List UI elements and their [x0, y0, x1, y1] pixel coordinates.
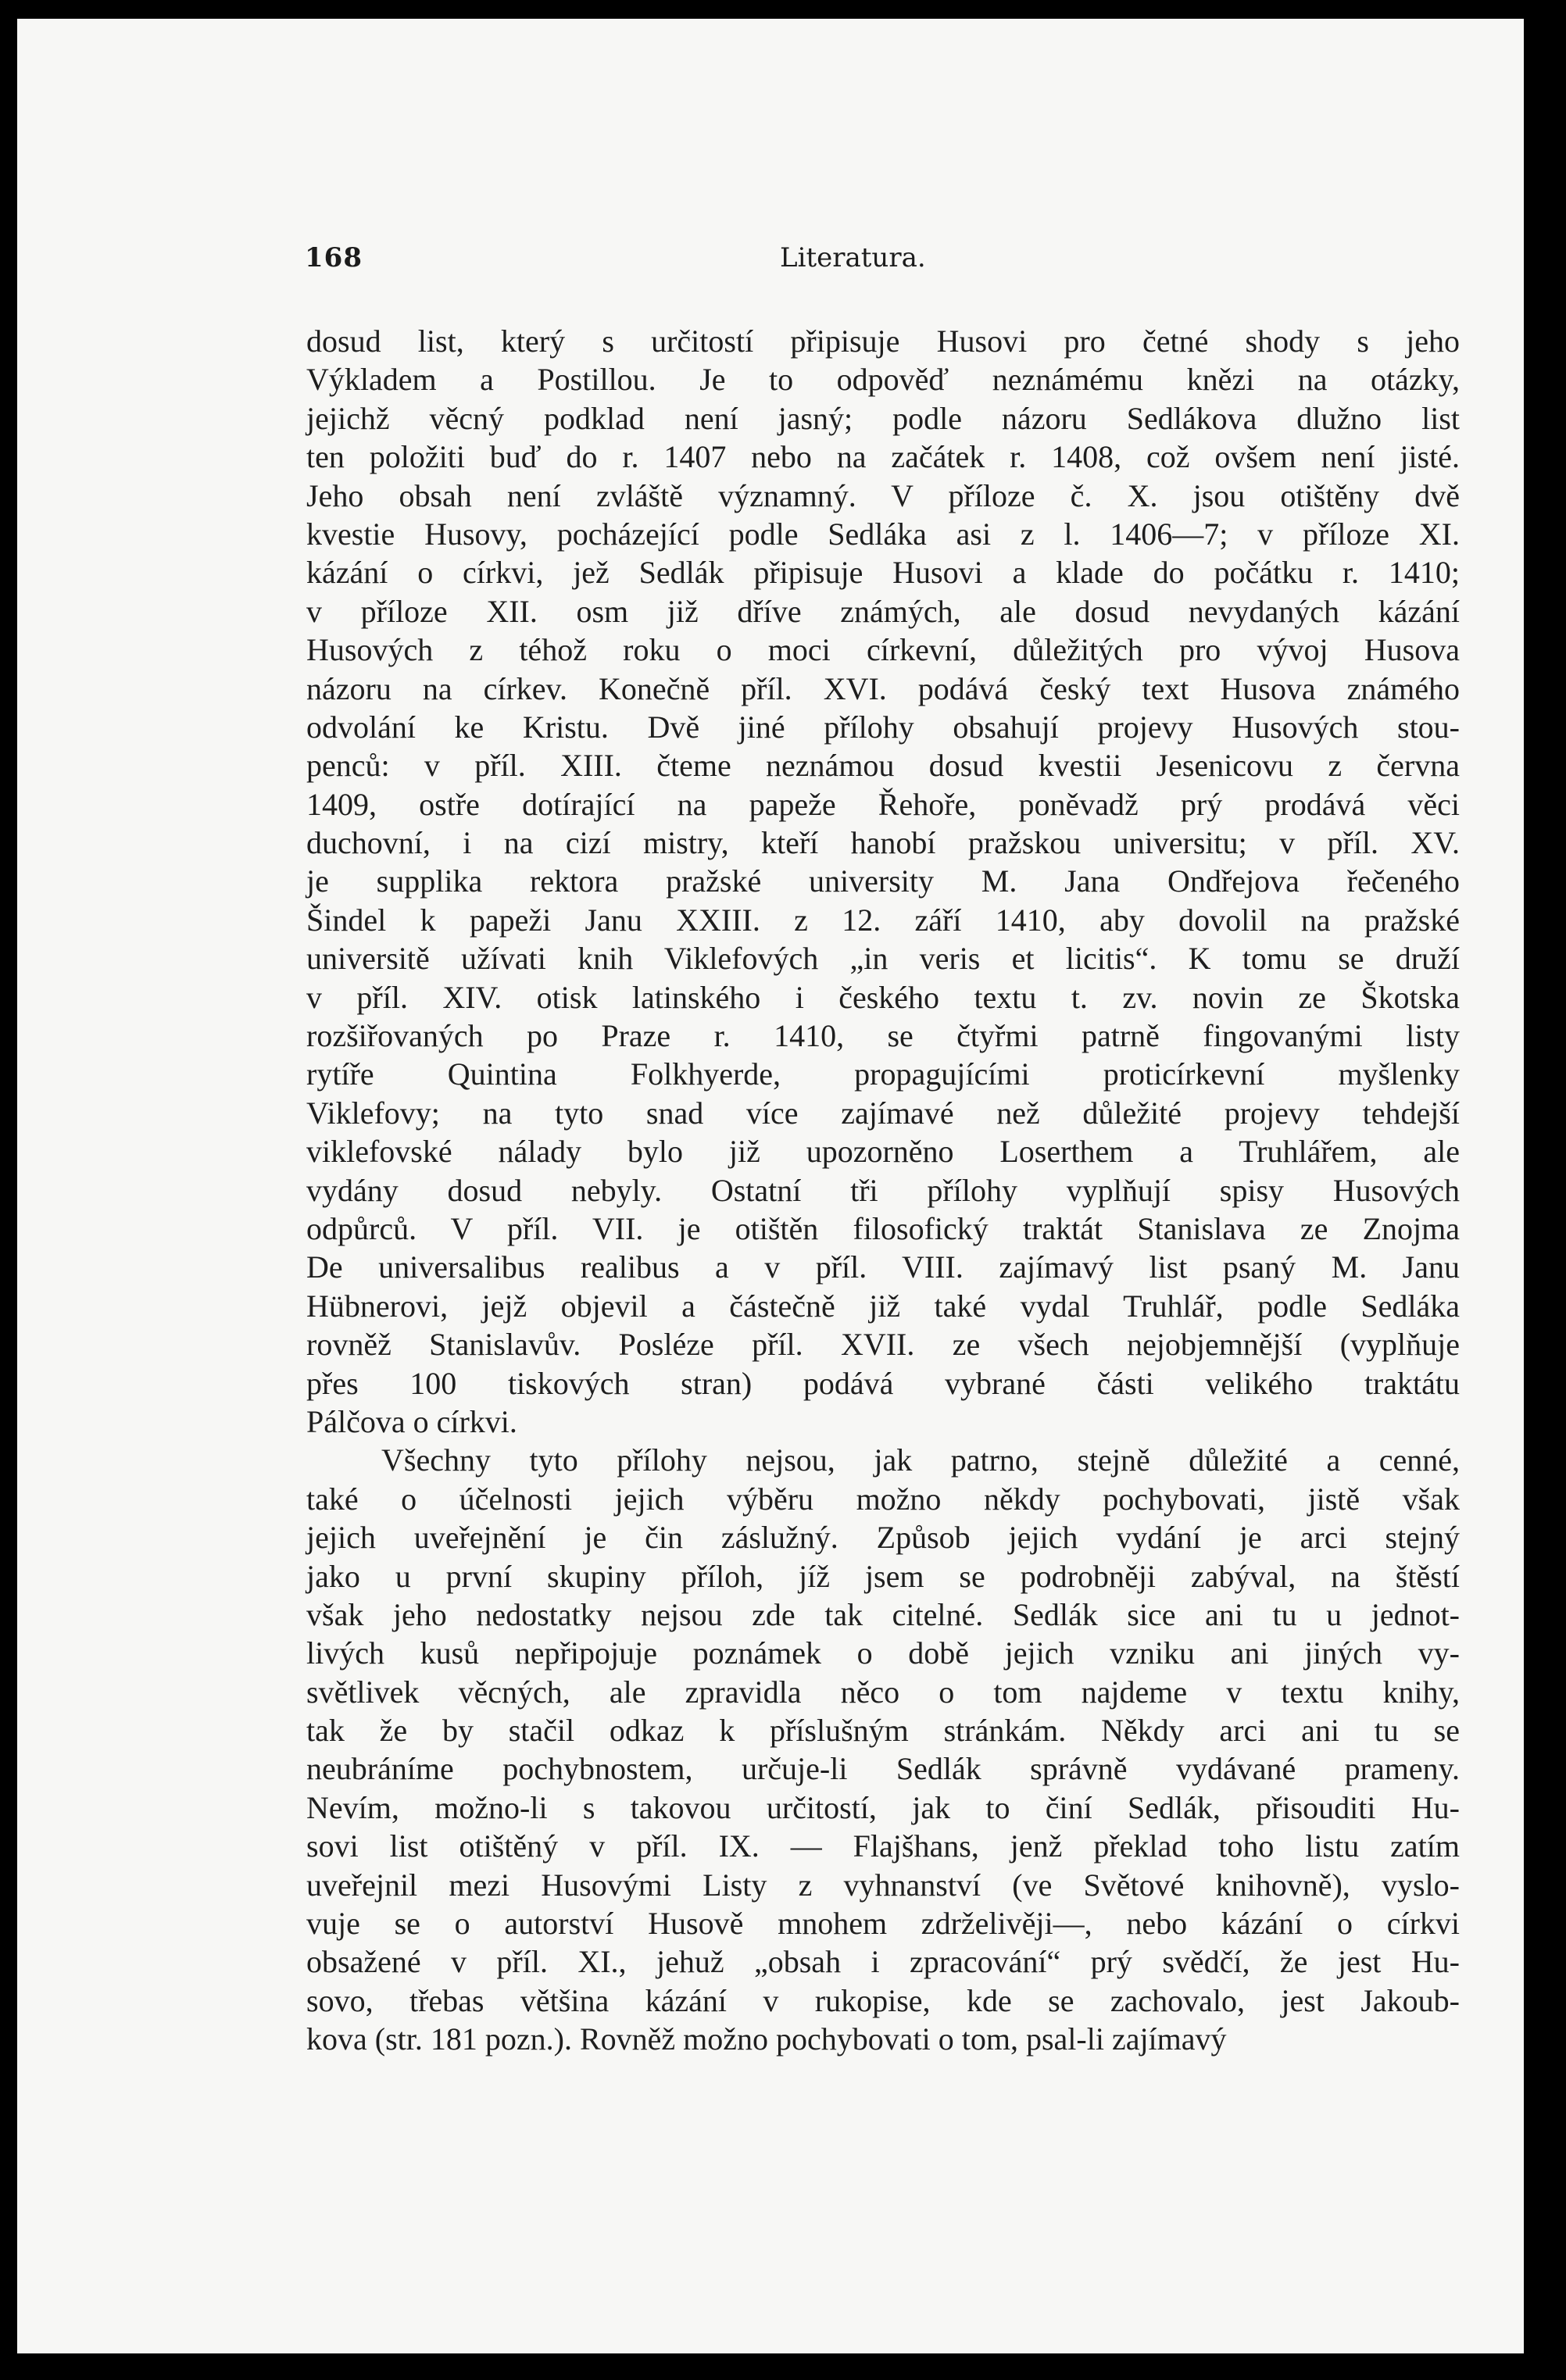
text-line: jejich uveřejnění je čin záslužný. Způsob jejich vydání je arci stejný: [306, 1520, 1460, 1556]
paragraph: [306, 1441, 1460, 2058]
page-number: 168: [305, 242, 363, 273]
text-line: vydány dosud nebyly. Ostatní tři přílohy vyplňují spisy Husových: [306, 1172, 1460, 1208]
text-line: Pálčova o církvi.: [306, 1403, 517, 1439]
page-header: [305, 242, 1458, 289]
text-line: v příloze XII. osm již dříve známých, ale dosud nevydaných kázání: [306, 593, 1460, 629]
text-line: ten položiti buď do r. 1407 nebo na začátek r. 1408, což ovšem není jisté.: [306, 439, 1460, 475]
text-line: Všechny tyto přílohy nejsou, jak patrno, stejně důležité a cenné,: [381, 1442, 1460, 1478]
text-line: viklefovské nálady bylo již upozorněno Loserthem a Truhlářem, ale: [306, 1134, 1460, 1170]
text-line: kázání o církvi, jež Sedlák připisuje Husovi a klade do počátku r. 1410;: [306, 555, 1460, 591]
text-line: také o účelnosti jejich výběru možno někdy pochybovati, jistě však: [306, 1481, 1460, 1517]
text-line: 1409, ostře dotírající na papeže Řehoře, poněvadž prý prodává věci: [306, 786, 1460, 822]
text-line: přes 100 tiskových stran) podává vybrané části velikého traktátu: [306, 1365, 1460, 1401]
text-line: neubráníme pochybnostem, určuje-li Sedlák správně vydávané prameny.: [306, 1751, 1460, 1787]
text-line: Husových z téhož roku o moci církevní, důležitých pro vývoj Husova: [306, 632, 1460, 668]
text-line: odvolání ke Kristu. Dvě jiné přílohy obsahují projevy Husových stou-: [306, 709, 1460, 745]
text-line: v příl. XIV. otisk latinského i českého textu t. zv. novin ze Škotska: [306, 979, 1460, 1015]
text-line: livých kusů nepřipojuje poznámek o době jejich vzniku ani jiných vy-: [306, 1635, 1460, 1671]
text-line: sovi list otištěný v příl. IX. — Flajšhans, jenž překlad toho listu zatím: [306, 1828, 1460, 1864]
text-line: jejichž věcný podklad není jasný; podle názoru Sedlákova dlužno list: [306, 400, 1460, 436]
text-line: světlivek věcných, ale zpravidla něco o tom najdeme v textu knihy,: [306, 1674, 1460, 1710]
text-line: Hübnerovi, jejž objevil a částečně již také vydal Truhlář, podle Sedláka: [306, 1288, 1460, 1324]
text-line: rytíře Quintina Folkhyerde, propagujícími proticírkevní myšlenky: [306, 1056, 1460, 1092]
text-line: Jeho obsah není zvláště významný. V příloze č. X. jsou otištěny dvě: [306, 477, 1460, 513]
text-line: universitě užívati knih Viklefových „in veris et licitis“. K tomu se druží: [306, 941, 1460, 977]
text-line: odpůrců. V příl. VII. je otištěn filosofický traktát Stanislava ze Znojma: [306, 1210, 1460, 1246]
paragraph: [306, 322, 1460, 1441]
text-line: Nevím, možno-li s takovou určitostí, jak to činí Sedlák, přisouditi Hu-: [306, 1789, 1460, 1825]
text-line: obsažené v příl. XI., jehuž „obsah i zpracování“ prý svědčí, že jest Hu-: [306, 1944, 1460, 1980]
text-line: tak že by stačil odkaz k příslušným stránkám. Někdy arci ani tu se: [306, 1713, 1460, 1749]
running-head: Literatura.: [780, 242, 926, 273]
text-line: rovněž Stanislavův. Posléze příl. XVII. ze všech nejobjemnější (vyplňuje: [306, 1327, 1460, 1363]
text-line: Výkladem a Postillou. Je to odpověď neznámému knězi na otázky,: [306, 362, 1460, 398]
text-line: penců: v příl. XIII. čteme neznámou dosud kvestii Jesenicovu z června: [306, 748, 1460, 784]
text-line: rozšiřovaných po Praze r. 1410, se čtyřmi patrně fingovanými listy: [306, 1018, 1460, 1054]
text-line: Šindel k papeži Janu XXIII. z 12. září 1410, aby dovolil na pražské: [306, 902, 1460, 938]
text-line: jako u první skupiny příloh, jíž jsem se podrobněji zabýval, na štěstí: [306, 1558, 1460, 1594]
body-text: [306, 322, 1460, 2059]
text-line: však jeho nedostatky nejsou zde tak citelné. Sedlák sice ani tu u jednot-: [306, 1596, 1460, 1632]
text-line: De universalibus realibus a v příl. VIII. zajímavý list psaný M. Janu: [306, 1249, 1460, 1285]
text-line: uveřejnil mezi Husovými Listy z vyhnanství (ve Světové knihovně), vyslo-: [306, 1867, 1460, 1903]
book-page: [17, 19, 1524, 2353]
text-line: kvestie Husovy, pocházející podle Sedláka asi z l. 1406—7; v příloze XI.: [306, 516, 1460, 552]
text-line: duchovní, i na cizí mistry, kteří hanobí pražskou universitu; v příl. XV.: [306, 825, 1460, 861]
text-line: dosud list, který s určitostí připisuje Husovi pro četné shody s jeho: [306, 323, 1460, 359]
text-line: sovo, třebas většina kázání v rukopise, kde se zachovalo, jest Jakoub-: [306, 1982, 1460, 2018]
text-line: vuje se o autorství Husově mnohem zdrželivěji—, nebo kázání o církvi: [306, 1906, 1460, 1942]
text-line: názoru na církev. Konečně příl. XVI. podává český text Husova známého: [306, 670, 1460, 706]
text-line: je supplika rektora pražské university M. Jana Ondřejova řečeného: [306, 863, 1460, 899]
text-line: kova (str. 181 pozn.). Rovněž možno pochybovati o tom, psal-li zajímavý: [306, 2021, 1227, 2057]
text-line: Viklefovy; na tyto snad více zajímavé než důležité projevy tehdejší: [306, 1095, 1460, 1131]
